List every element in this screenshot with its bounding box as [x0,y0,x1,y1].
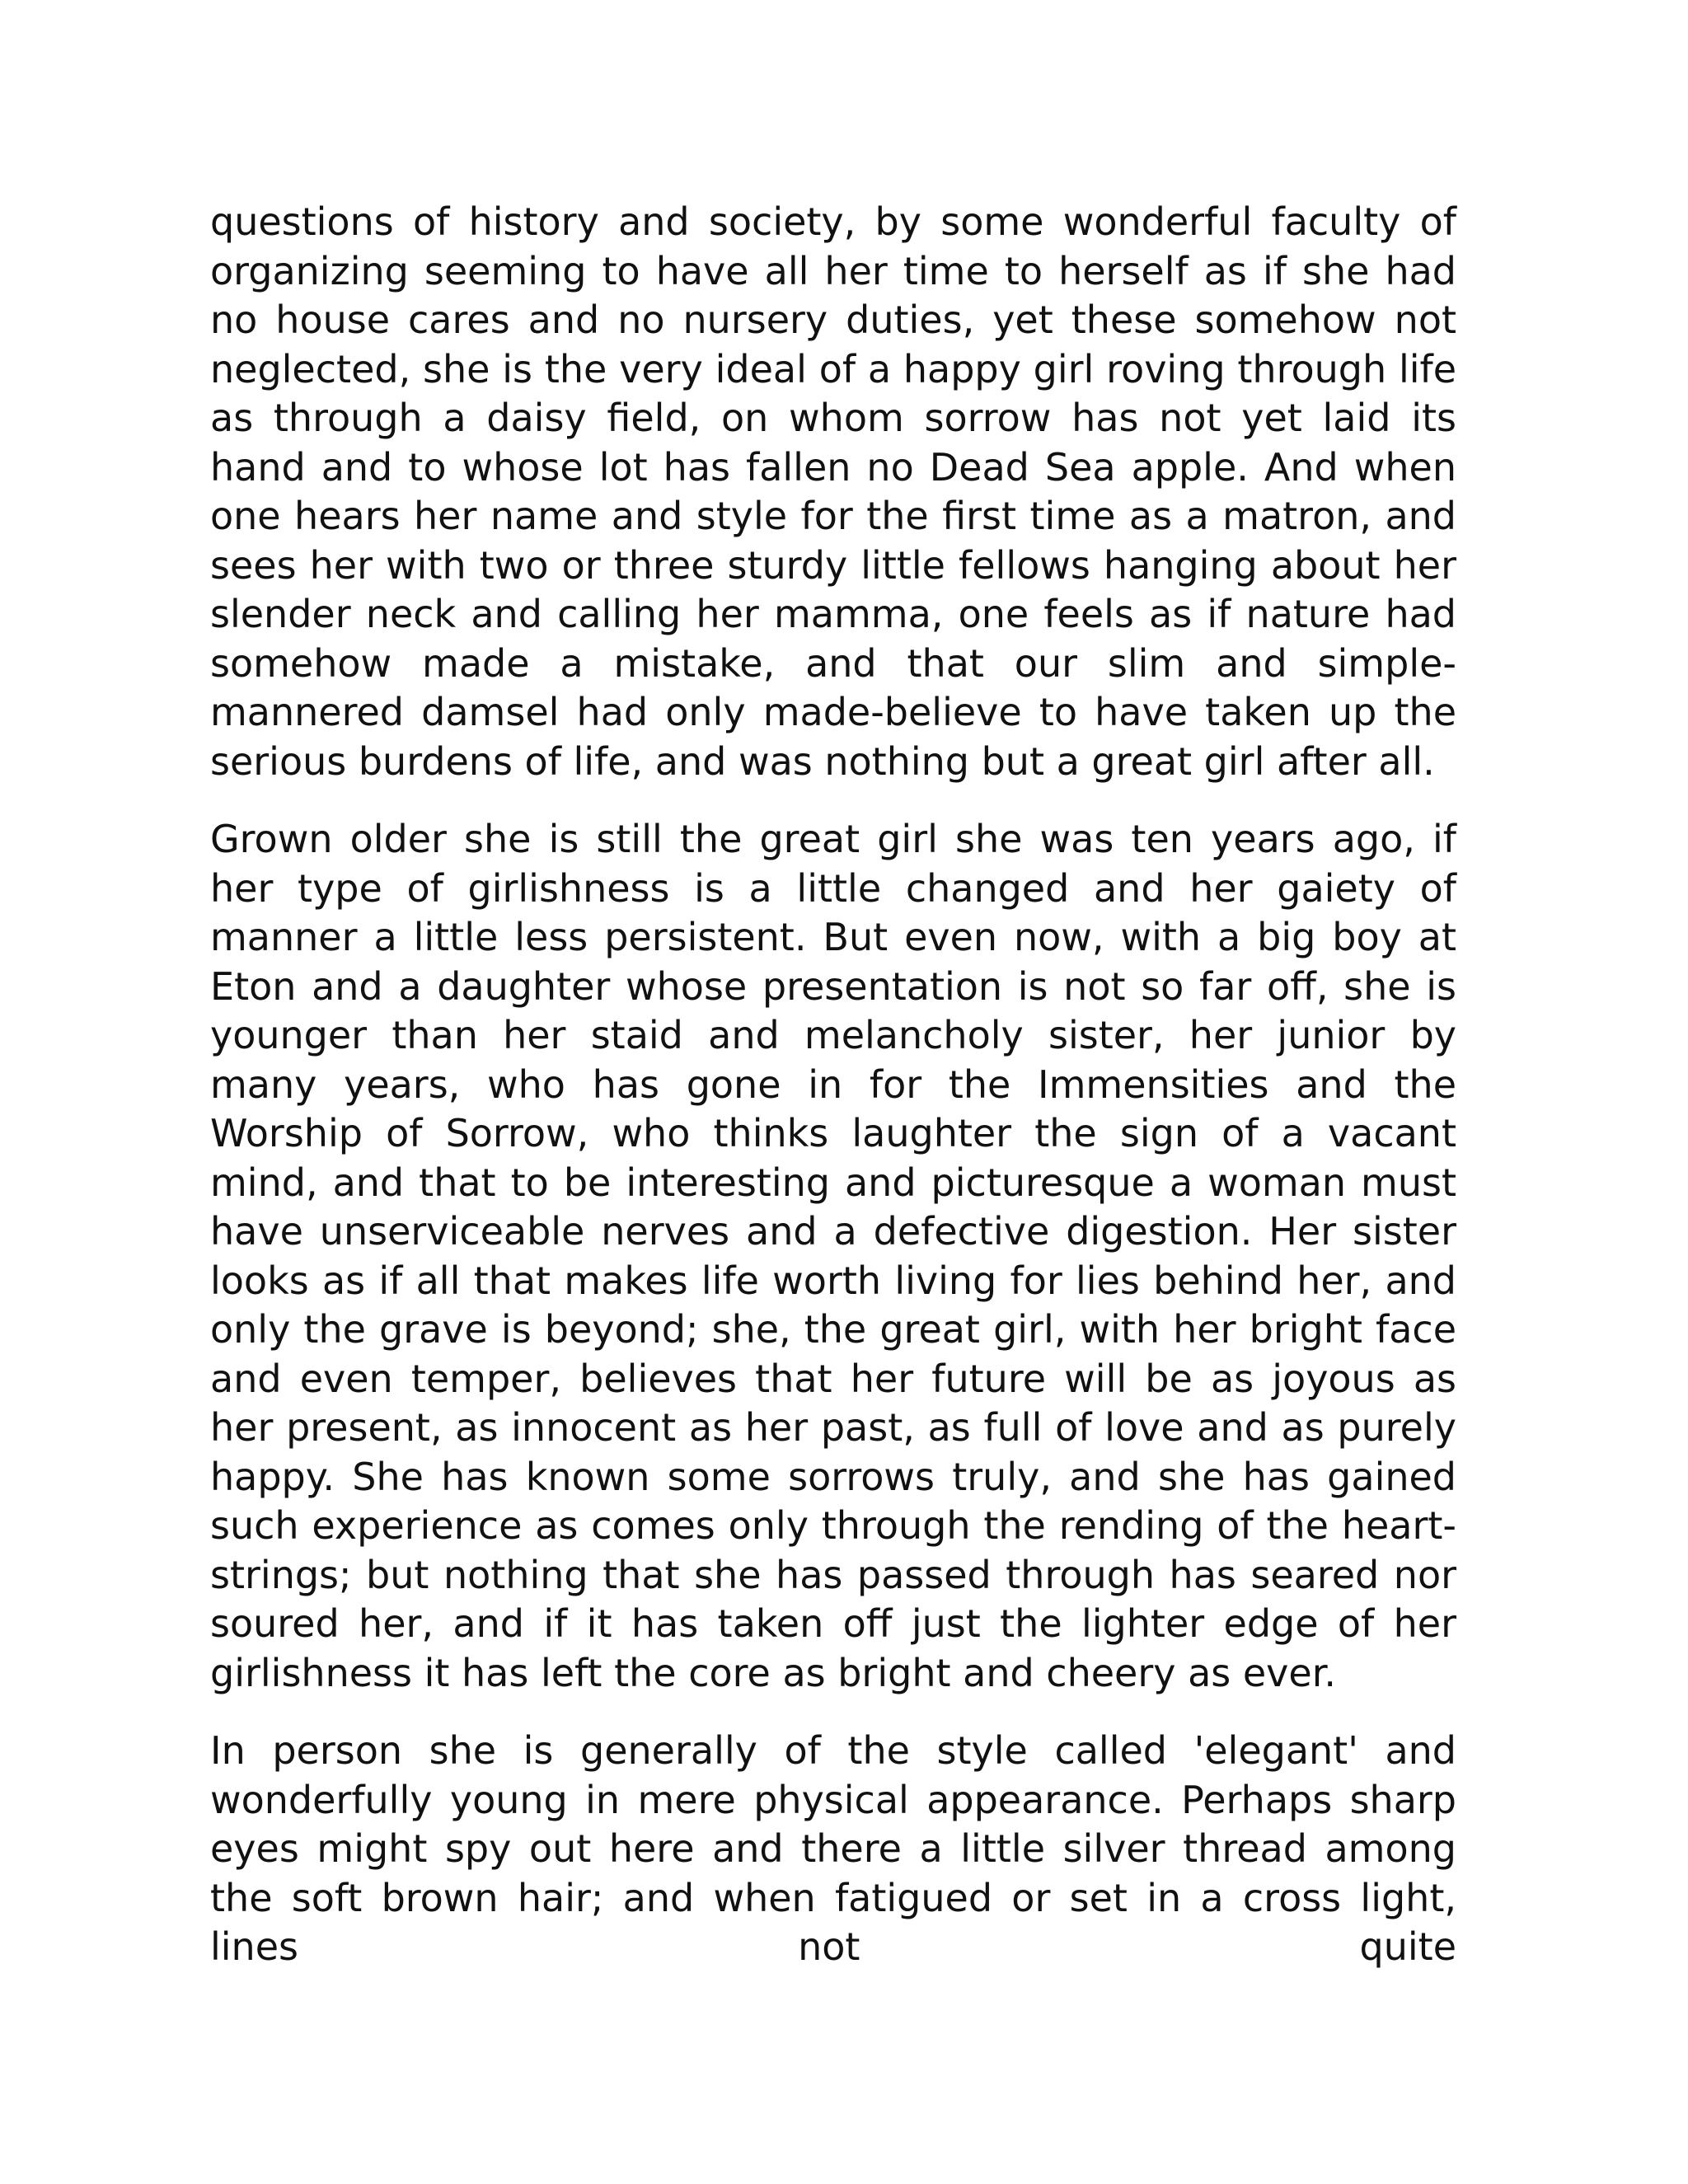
paragraph-1: questions of history and society, by some wonderful faculty of organizing seeming to have all her time to herself as if she had no house cares and no nursery duties, yet these somehow not neglected, she is the very ideal of a happy girl roving through life as through a daisy field, on whom sorrow has not yet laid its hand and to whose lot has fallen no Dead Sea apple. And when one hears her name and style for the first time as a matron, and sees her with two or three sturdy little fellows hanging about her slender neck and calling her mamma, one feels as if nature had somehow made a mistake, and that our slim and simple-mannered damsel had only made-believe to have taken up the serious burdens of life, and was nothing but a great girl after all. [210,199,1456,784]
paragraph-2: Grown older she is still the great girl she was ten years ago, if her type of girlishness is a little changed and her gaiety of manner a little less persistent. But even now, with a big boy at Eton and a daughter whose presentation is not so far off, she is younger than her staid and melancholy sister, her junior by many years, who has gone in for the Immensities and the Worship of Sorrow, who thinks laughter the sign of a vacant mind, and that to be interesting and picturesque a woman must have unserviceable nerves and a defective digestion. Her sister looks as if all that makes life worth living for lies behind her, and only the grave is beyond; she, the great girl, with her bright face and even temper, believes that her future will be as joyous as her present, as innocent as her past, as full of love and as purely happy. She has known some sorrows truly, and she has gained such experience as comes only through the rending of the heart-strings; but nothing that she has passed through has seared nor soured her, and if it has taken off just the lighter edge of her girlishness it has left the core as bright and cheery as ever. [210,817,1456,1695]
body-text [210,198,1456,1972]
paragraph-3: In person she is generally of the style called 'elegant' and wonderfully young in mere physical appearance. Perhaps sharp eyes might spy out here and there a little silver thread among the soft brown hair; and when fatigued or set in a cross light, lines not quite [210,1728,1456,1969]
